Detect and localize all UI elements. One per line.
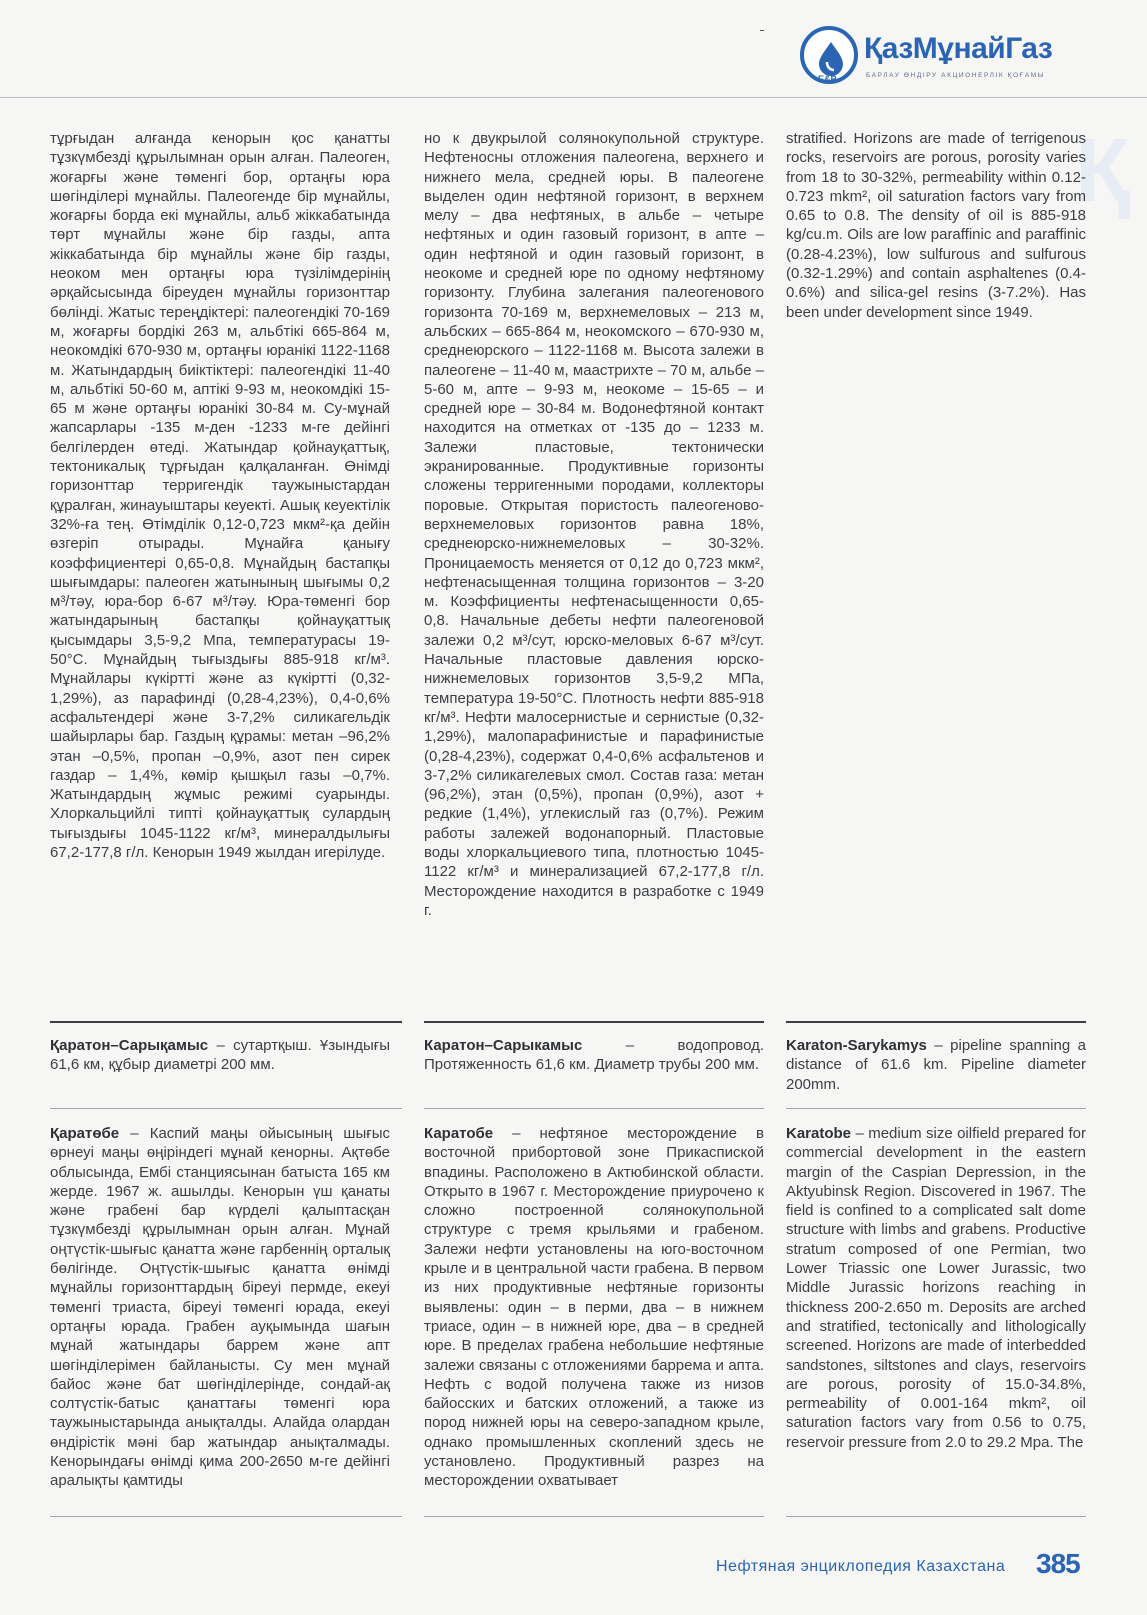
- entry-continuation-english: stratified. Horizons are made of terrigenous rocks, reservoirs are porous, porosity varies from 18 to 30-32%, permeability within 0.12-0.723 mkm², oil saturation factors vary from 0.65 to 0.8. The density of oil is 885-918 kg/cu.m. Oils are low paraffinic and paraffinic (0.28-4.23%), low sulfurous and sulfurous (0.32-1.29%) and contain asphaltenes (0.4-0.6%) and silica-gel resins (3-7.2%). Has been under development since 1949.: [786, 130, 1086, 321]
- section-divider: [786, 1021, 1086, 1023]
- entry-text: – сутартқыш. Ұзындығы 61,6 км, құбыр диаметрі 200 мм.: [50, 1037, 390, 1074]
- logo-tagline: БАРЛАУ ӨНДІРУ АКЦИОНЕРЛІК ҚОҒАМЫ: [866, 72, 1046, 79]
- footer-rule: [424, 1516, 764, 1517]
- logo-name: ҚазМұнайГаз: [864, 32, 1053, 65]
- book-title: Нефтяная энциклопедия Казахстана: [716, 1558, 1006, 1575]
- kazmunaigas-logo: [800, 22, 1070, 92]
- footer-rule: [786, 1516, 1086, 1517]
- entry-karaton-sarykamys-english: [786, 1036, 1086, 1094]
- section-divider: [50, 1021, 402, 1023]
- entry-text: – medium size oilfield prepared for commercial development in the eastern margin of the Caspian Depression, in the Aktyubinsk Region. Discovered in 1967. The field is confined to a complicated salt dome structure with limbs and grabens. Productive stratum composed of one Permian, two Lower Triassic one Lower Jurassic, two Middle Jurassic horizons reaching in thickness 200-2.650 m. Deposits are arched and stratified, tectonically and lithologically screened. Horizons are made of interbedded sandstones, siltstones and clays, reservoirs are porous, porosity of 15.0-34.8%, permeability of 0.001-164 mkm², oil saturation factors vary from 0.56 to 0.75, reservoir pressure from 2.0 to 29.2 Mpa. The: [786, 1125, 1086, 1451]
- logo-emblem: [800, 26, 858, 84]
- entry-divider: [50, 1108, 402, 1109]
- entry-term: Қаратөбе: [50, 1125, 120, 1142]
- entry-term: Қаратон–Сарықамыс: [50, 1037, 209, 1054]
- entry-karaton-sarykamys-russian: [424, 1036, 764, 1075]
- header-rule: [0, 97, 1147, 98]
- watermark-letter: Қ: [1075, 121, 1130, 221]
- entry-term: Karatobe: [786, 1125, 852, 1142]
- entry-text: – водопровод. Протяженность 61,6 км. Диаметр трубы 200 мм.: [424, 1037, 764, 1074]
- entry-text: – нефтяное месторождение в восточной прибортовой зоне Прикаспиской впадины. Расположено в Актюбинской области. Открыто в 1967 г. Месторождение приурочено к сложно построенной солянокупольной структуре с тремя крыльями и грабеном. Залежи нефти установлены на юго-восточном крыле и в центральной части грабена. В первом из них продуктивные нефтяные горизонты выявлены: один – в перми, два – в нижнем триасе, один – в нижней юре, два – в средней юре. В пределах грабена небольшие нефтяные залежи связаны с отложениями баррема и апта. Нефть с водой получена также из низов байосских и батских отложений, а также из пород нижней юры на северо-западном крыле, однако промышленных скоплений здесь не установлено. Продуктивный разрез на месторождении охватывает: [424, 1125, 764, 1490]
- entry-karatobe-english: [786, 1124, 1086, 1452]
- entry-continuation-kazakh: тұрғыдан алғанда кенорын қос қанатты тұзкүмбезді құрылымнан орын алған. Палеоген, жоғарғы және төменгі бор, ортаңғы юра шөгінділері мұнайлы. Палеогенде бір мұнайлы, жоғарғы борда екі мұнайлы, альб жіккабатында төрт мұнайлы және бір газды, апта жіккабатында бір мұнайлы және бір газды, неоком мен ортаңғы юра түзілімдерінің әрқайсысында біреуден мұнайлы горизонттар бөлінді. Жатыс тереңдіктері: палеогендікі 70-169 м, жоғарғы бордікі 263 м, альбтікі 665-864 м, неокомдікі 670-930 м, ортаңғы юранікі 1122-1168 м. Жатындардың биіктіктері: палеогендікі 11-40 м, альбтікі 50-60 м, аптікі 9-93 м, неокомдікі 15-65 м және ортаңғы юранікі 30-84 м. Су-мұнай жапсарлары -135 м-ден -1233 м-ге дейінгі белгілерден өтеді. Жатындар қойнауқаттық, тектоникалық тұрғыдан қалқаланған. Өнімді горизонттар терригендік таужыныстардан құралған, жинауыштары кеуекті. Ашық кеуектілік 32%-ға тең. Өтімділік 0,12-0,723 мкм²-қа дейін өзгеріп отырады. Мұнайға қанығу коэффициентері 0,65-0,8. Мұнайдың бастапқы шығымдары: палеоген жатынының шығымы 0,2 м³/тәу, юра-бор 6-67 м³/тәу. Юра-төменгі бор жатындарының бастапқы қойнауқаттық қысымдары 3,5-9,2 Мпа, температурасы 19-50°С. Мұнайдың тығыздығы 885-918 кг/м³. Мұнайлары күкіртті және аз күкіртті (0,32-1,29%), аз парафинді (0,28-4,23%), 0,4-0,6% асфальтендері және 3-7,2% силикагельдік шайырлары бар. Газдың құрамы: метан –96,2% этан –0,5%, пропан –0,9%, азот пен сирек газдар – 1,4%, көмір қышқыл газы –0,7%. Жатындардың жұмыс режимі суарынды. Хлоркальцийлі типті қойнауқаттық сулардың тығыздығы 1045-1122 кг/м³, минералдылығы 67,2-177,8 г/л. Кенорын 1949 жылдан игерілуде.: [50, 130, 390, 861]
- entry-term: Каратон–Сарыкамыс: [424, 1037, 583, 1054]
- entry-text: – pipeline spanning a distance of 61.6 km. Pipeline diameter 200mm.: [786, 1037, 1086, 1093]
- entry-karatobe-russian: [424, 1124, 764, 1491]
- section-divider: [424, 1021, 764, 1023]
- entry-karatobe-kazakh: [50, 1124, 390, 1491]
- page-number: 385: [1036, 1548, 1080, 1579]
- logo-badge: E&P: [818, 74, 837, 84]
- oil-drop-icon: [816, 40, 846, 76]
- entry-divider: [424, 1108, 764, 1109]
- entry-term: Karaton-Sarykamys: [786, 1037, 927, 1054]
- footer-rule: [50, 1516, 402, 1517]
- entry-text: – Каспий маңы ойысының шығыс өрнеуі маңы өңіріндегі мұнай кенорны. Ақтөбе облысында, Ембі станциясынан батыста 165 км жерде. 1967 ж. ашылды. Кенорын үш қанаты және грабені бар күрделі қалыптасқан тұзкүмбезді құрылымнан орын алған. Мұнай оңтүстік-шығыс қанатта және гарбеннің орталық бөлігінде. Оңтүстік-шығыс қанатта өнімді мұнайлы горизонттардың біреуі пермде, екеуі төменгі триаста, біреуі төменгі юрада, екеуі ортаңғы юрада. Грабен ауқымында шағын мұнай жатындары баррем және апт шөгінділерімен байланысты. Су мен мұнай байос және бат шөгінділерінде, сондай-ақ солтүстік-батыс қанаттағы төменгі юра таужыныстарында анықталды. Алайда олардан өндірістік мәні бар жатындар анықталмады. Кенорындағы өнімді қима 200-2650 м-ге дейінгі аралықты қамтиды: [50, 1125, 390, 1490]
- entry-continuation-russian: но к двукрылой солянокупольной структуре. Нефтеносны отложения палеогена, верхнего и нижнего мела, средней юры. В палеогене выделен один нефтяной горизонт, в верхнем мелу – два нефтяных, в альбе – четыре нефтяных и один газовый горизонт, в апте – один нефтяной и один газовый горизонт, в неокоме и средней юре по одному нефтяному горизонту. Глубина залегания палеогенового горизонта 70-169 м, верхнемеловых – 213 м, альбских – 665-864 м, неокомского – 670-930 м, среднеюрского – 1122-1168 м. Высота залежи в палеогене – 11-40 м, маастрихте – 70 м, альбе – 5-60 м, апте – 9-93 м, неокоме – 15-65 – и средней юре – 30-84 м. Водонефтяной контакт находится на отметках от -135 до – 1233 м. Залежи пластовые, тектонически экранированные. Продуктивные горизонты сложены терригенными породами, коллекторы поровые. Открытая пористость палеогеново-верхнемеловых горизонтов равна 18%, среднеюрско-нижнемеловых – 30-32%. Проницаемость меняется от 0,12 до 0,723 мкм², нефтенасыщенная толщина горизонтов – 3-20 м. Коэффициенты нефтенасыщенности 0,65-0,8. Начальные дебеты нефти палеогеновой залежи 0,2 м³/сут, юрско-меловых 6-67 м³/сут. Начальные пластовые давления юрско-нижнемеловых горизонтов 3,5-9,2 МПа, температура 19-50°С. Плотность нефти 885-918 кг/м³. Нефти малосернистые и сернистые (0,32-1,29%), малопарафинистые и парафинистые (0,28-4,23%), содержат 0,4-0,6% асфальтенов и 3-7,2% силикагелевых смол. Состав газа: метан (96,2%), этан (0,5%), пропан (0,9%), азот + редкие (1,4%), углекислый газ (0,7%). Режим работы залежей водонапорный. Пластовые воды хлоркальциевого типа, плотностью 1045-1122 кг/м³ и минерализацией 67,2-177,8 г/л. Месторождение находится в разработке с 1949 г.: [424, 130, 764, 919]
- entry-divider: [786, 1108, 1086, 1109]
- entry-karaton-sarykamys-kazakh: [50, 1036, 390, 1075]
- entry-term: Каратобе: [424, 1125, 494, 1142]
- print-mark: [760, 30, 764, 31]
